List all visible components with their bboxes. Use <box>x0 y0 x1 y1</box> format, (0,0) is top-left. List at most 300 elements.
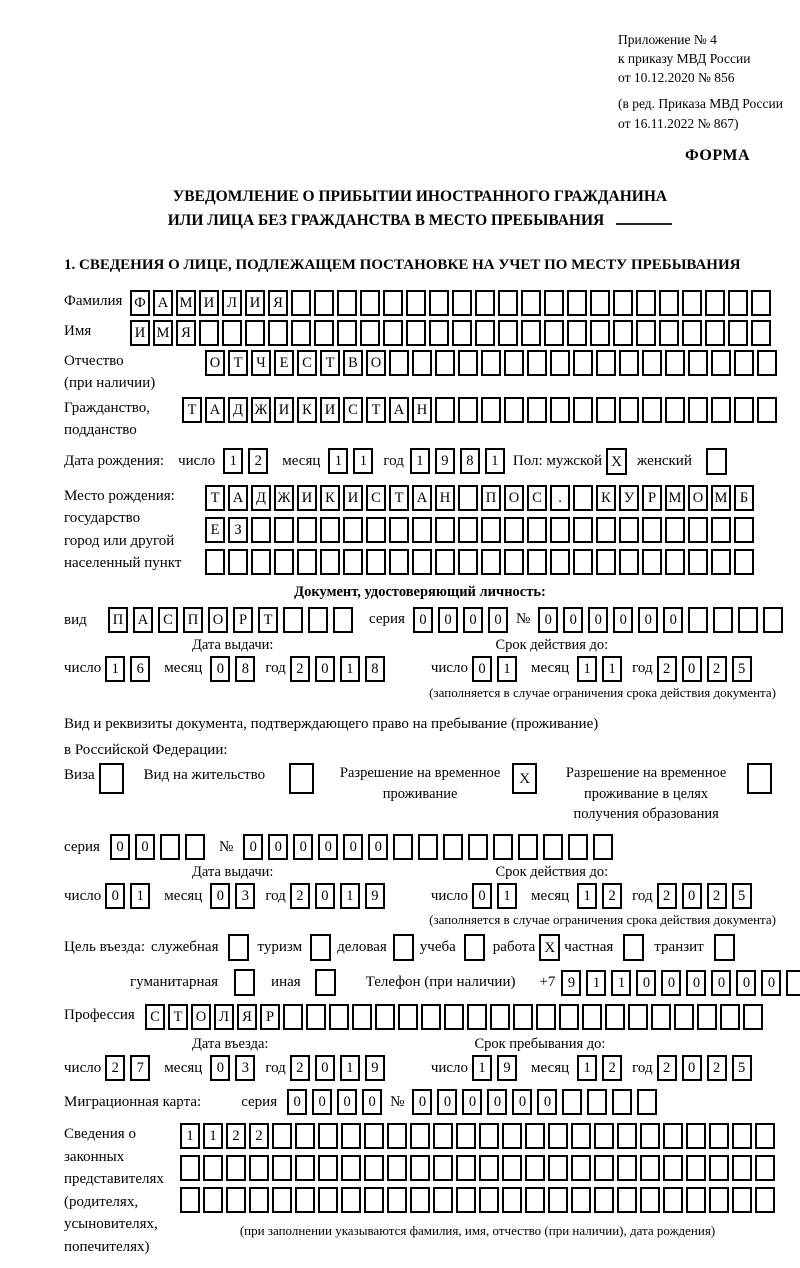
purpose-official-checkbox[interactable] <box>228 934 249 961</box>
form-cell[interactable] <box>688 350 708 376</box>
form-cell[interactable]: С <box>297 350 317 376</box>
form-cell[interactable] <box>659 320 679 346</box>
form-cell[interactable] <box>481 549 501 575</box>
form-cell[interactable]: 1 <box>353 448 373 474</box>
form-cell[interactable] <box>502 1187 522 1213</box>
form-cell[interactable] <box>651 1004 671 1030</box>
form-cell[interactable] <box>674 1004 694 1030</box>
form-cell[interactable] <box>619 517 639 543</box>
form-cell[interactable] <box>203 1155 223 1181</box>
form-cell[interactable] <box>763 607 783 633</box>
form-cell[interactable] <box>444 1004 464 1030</box>
temp-permit-checkbox[interactable]: X <box>512 763 537 794</box>
form-cell[interactable] <box>251 517 271 543</box>
form-cell[interactable]: 0 <box>437 1089 457 1115</box>
form-cell[interactable] <box>479 1187 499 1213</box>
form-cell[interactable]: 0 <box>661 970 681 996</box>
form-cell[interactable] <box>525 1123 545 1149</box>
form-cell[interactable] <box>291 290 311 316</box>
form-cell[interactable] <box>341 1187 361 1213</box>
form-cell[interactable] <box>619 549 639 575</box>
form-cell[interactable] <box>590 320 610 346</box>
form-cell[interactable] <box>732 1155 752 1181</box>
form-cell[interactable] <box>387 1123 407 1149</box>
form-cell[interactable] <box>786 970 800 996</box>
form-cell[interactable] <box>596 350 616 376</box>
form-cell[interactable] <box>490 1004 510 1030</box>
form-cell[interactable] <box>688 397 708 423</box>
form-cell[interactable] <box>751 320 771 346</box>
form-cell[interactable] <box>527 517 547 543</box>
form-cell[interactable]: 0 <box>472 656 492 682</box>
form-cell[interactable] <box>456 1155 476 1181</box>
form-cell[interactable] <box>364 1187 384 1213</box>
form-cell[interactable] <box>544 290 564 316</box>
form-cell[interactable] <box>364 1155 384 1181</box>
form-cell[interactable]: 0 <box>487 1089 507 1115</box>
form-cell[interactable] <box>567 320 587 346</box>
form-cell[interactable] <box>283 607 303 633</box>
form-cell[interactable]: Т <box>228 350 248 376</box>
form-cell[interactable]: 0 <box>362 1089 382 1115</box>
form-cell[interactable] <box>504 549 524 575</box>
form-cell[interactable] <box>525 1155 545 1181</box>
form-cell[interactable]: 0 <box>368 834 388 860</box>
form-cell[interactable]: С <box>527 485 547 511</box>
form-cell[interactable] <box>640 1123 660 1149</box>
form-cell[interactable] <box>205 549 225 575</box>
form-cell[interactable]: 2 <box>657 883 677 909</box>
form-cell[interactable]: 7 <box>130 1055 150 1081</box>
form-cell[interactable]: 1 <box>577 656 597 682</box>
form-cell[interactable] <box>389 517 409 543</box>
form-cell[interactable] <box>686 1155 706 1181</box>
form-cell[interactable] <box>637 1089 657 1115</box>
form-cell[interactable] <box>728 290 748 316</box>
purpose-work-checkbox[interactable]: X <box>539 934 560 961</box>
form-cell[interactable]: 2 <box>707 883 727 909</box>
form-cell[interactable]: 0 <box>412 1089 432 1115</box>
form-cell[interactable]: В <box>343 350 363 376</box>
form-cell[interactable] <box>594 1123 614 1149</box>
form-cell[interactable]: Т <box>258 607 278 633</box>
form-cell[interactable] <box>479 1155 499 1181</box>
form-cell[interactable]: 1 <box>577 1055 597 1081</box>
form-cell[interactable]: М <box>153 320 173 346</box>
form-cell[interactable]: Т <box>366 397 386 423</box>
form-cell[interactable] <box>502 1155 522 1181</box>
form-cell[interactable]: 2 <box>657 656 677 682</box>
form-cell[interactable] <box>433 1123 453 1149</box>
form-cell[interactable] <box>452 320 472 346</box>
form-cell[interactable] <box>709 1187 729 1213</box>
form-cell[interactable]: 8 <box>365 656 385 682</box>
form-cell[interactable]: 8 <box>460 448 480 474</box>
form-cell[interactable] <box>458 350 478 376</box>
form-cell[interactable] <box>433 1187 453 1213</box>
form-cell[interactable]: 2 <box>707 1055 727 1081</box>
form-cell[interactable]: О <box>205 350 225 376</box>
form-cell[interactable] <box>573 549 593 575</box>
form-cell[interactable]: Л <box>222 290 242 316</box>
form-cell[interactable] <box>613 320 633 346</box>
purpose-study-checkbox[interactable] <box>464 934 485 961</box>
form-cell[interactable]: И <box>274 397 294 423</box>
form-cell[interactable] <box>636 320 656 346</box>
form-cell[interactable]: 2 <box>105 1055 125 1081</box>
form-cell[interactable] <box>573 397 593 423</box>
form-cell[interactable]: 1 <box>577 883 597 909</box>
form-cell[interactable]: И <box>130 320 150 346</box>
form-cell[interactable] <box>527 549 547 575</box>
form-cell[interactable] <box>226 1187 246 1213</box>
form-cell[interactable]: С <box>343 397 363 423</box>
form-cell[interactable] <box>582 1004 602 1030</box>
form-cell[interactable]: Ж <box>251 397 271 423</box>
form-cell[interactable]: Б <box>734 485 754 511</box>
form-cell[interactable]: З <box>228 517 248 543</box>
form-cell[interactable] <box>412 350 432 376</box>
form-cell[interactable]: П <box>108 607 128 633</box>
form-cell[interactable] <box>711 549 731 575</box>
form-cell[interactable] <box>568 834 588 860</box>
form-cell[interactable] <box>228 549 248 575</box>
form-cell[interactable] <box>682 320 702 346</box>
form-cell[interactable] <box>663 1155 683 1181</box>
male-checkbox[interactable]: X <box>606 448 627 475</box>
form-cell[interactable] <box>456 1187 476 1213</box>
purpose-humanitarian-checkbox[interactable] <box>234 969 255 996</box>
form-cell[interactable] <box>249 1155 269 1181</box>
form-cell[interactable]: Р <box>233 607 253 633</box>
form-cell[interactable] <box>504 517 524 543</box>
form-cell[interactable] <box>527 350 547 376</box>
form-cell[interactable] <box>734 350 754 376</box>
form-cell[interactable]: И <box>320 397 340 423</box>
form-cell[interactable] <box>544 320 564 346</box>
form-cell[interactable] <box>513 1004 533 1030</box>
form-cell[interactable] <box>617 1187 637 1213</box>
form-cell[interactable]: 0 <box>287 1089 307 1115</box>
form-cell[interactable] <box>594 1187 614 1213</box>
form-cell[interactable]: 1 <box>203 1123 223 1149</box>
form-cell[interactable]: 9 <box>497 1055 517 1081</box>
form-cell[interactable]: 0 <box>736 970 756 996</box>
form-cell[interactable]: О <box>504 485 524 511</box>
form-cell[interactable] <box>435 397 455 423</box>
form-cell[interactable]: 1 <box>130 883 150 909</box>
form-cell[interactable]: 2 <box>602 883 622 909</box>
form-cell[interactable] <box>320 549 340 575</box>
form-cell[interactable]: 3 <box>235 883 255 909</box>
form-cell[interactable] <box>663 1123 683 1149</box>
form-cell[interactable] <box>596 549 616 575</box>
form-cell[interactable] <box>226 1155 246 1181</box>
form-cell[interactable]: 0 <box>315 1055 335 1081</box>
form-cell[interactable]: 0 <box>636 970 656 996</box>
form-cell[interactable]: 2 <box>707 656 727 682</box>
form-cell[interactable] <box>613 290 633 316</box>
form-cell[interactable]: Н <box>435 485 455 511</box>
form-cell[interactable] <box>389 350 409 376</box>
form-cell[interactable]: 0 <box>293 834 313 860</box>
form-cell[interactable]: 1 <box>410 448 430 474</box>
form-cell[interactable] <box>573 517 593 543</box>
form-cell[interactable]: 1 <box>586 970 606 996</box>
form-cell[interactable]: Т <box>389 485 409 511</box>
form-cell[interactable] <box>435 350 455 376</box>
form-cell[interactable] <box>481 397 501 423</box>
form-cell[interactable]: 1 <box>223 448 243 474</box>
form-cell[interactable] <box>429 320 449 346</box>
form-cell[interactable] <box>180 1187 200 1213</box>
form-cell[interactable] <box>743 1004 763 1030</box>
form-cell[interactable] <box>498 290 518 316</box>
form-cell[interactable]: П <box>481 485 501 511</box>
form-cell[interactable]: 9 <box>365 1055 385 1081</box>
form-cell[interactable] <box>272 1155 292 1181</box>
form-cell[interactable] <box>665 350 685 376</box>
form-cell[interactable] <box>458 397 478 423</box>
form-cell[interactable] <box>452 290 472 316</box>
form-cell[interactable]: 1 <box>611 970 631 996</box>
form-cell[interactable]: М <box>176 290 196 316</box>
form-cell[interactable]: О <box>191 1004 211 1030</box>
form-cell[interactable] <box>343 549 363 575</box>
form-cell[interactable] <box>571 1155 591 1181</box>
form-cell[interactable]: 0 <box>538 607 558 633</box>
form-cell[interactable] <box>458 549 478 575</box>
form-cell[interactable]: О <box>688 485 708 511</box>
form-cell[interactable] <box>468 834 488 860</box>
form-cell[interactable] <box>642 517 662 543</box>
form-cell[interactable]: . <box>550 485 570 511</box>
form-cell[interactable]: Н <box>412 397 432 423</box>
form-cell[interactable] <box>688 517 708 543</box>
form-cell[interactable] <box>429 290 449 316</box>
form-cell[interactable] <box>559 1004 579 1030</box>
form-cell[interactable] <box>642 397 662 423</box>
form-cell[interactable]: 0 <box>110 834 130 860</box>
form-cell[interactable] <box>573 485 593 511</box>
form-cell[interactable] <box>573 350 593 376</box>
form-cell[interactable] <box>711 517 731 543</box>
form-cell[interactable] <box>617 1123 637 1149</box>
purpose-tourism-checkbox[interactable] <box>310 934 331 961</box>
form-cell[interactable] <box>605 1004 625 1030</box>
form-cell[interactable] <box>571 1123 591 1149</box>
form-cell[interactable] <box>642 549 662 575</box>
form-cell[interactable] <box>550 350 570 376</box>
form-cell[interactable] <box>274 517 294 543</box>
form-cell[interactable] <box>337 290 357 316</box>
form-cell[interactable] <box>734 549 754 575</box>
form-cell[interactable]: Р <box>642 485 662 511</box>
form-cell[interactable]: 0 <box>711 970 731 996</box>
form-cell[interactable] <box>185 834 205 860</box>
form-cell[interactable]: 2 <box>657 1055 677 1081</box>
form-cell[interactable] <box>481 350 501 376</box>
form-cell[interactable] <box>665 517 685 543</box>
form-cell[interactable]: 2 <box>290 1055 310 1081</box>
edu-permit-checkbox[interactable] <box>747 763 772 794</box>
form-cell[interactable] <box>297 549 317 575</box>
form-cell[interactable]: А <box>412 485 432 511</box>
form-cell[interactable]: Ф <box>130 290 150 316</box>
form-cell[interactable] <box>518 834 538 860</box>
form-cell[interactable] <box>709 1123 729 1149</box>
form-cell[interactable] <box>617 1155 637 1181</box>
form-cell[interactable]: 1 <box>340 656 360 682</box>
form-cell[interactable] <box>308 607 328 633</box>
form-cell[interactable] <box>550 549 570 575</box>
form-cell[interactable]: 1 <box>105 656 125 682</box>
form-cell[interactable] <box>341 1155 361 1181</box>
form-cell[interactable] <box>705 320 725 346</box>
form-cell[interactable]: 0 <box>210 1055 230 1081</box>
form-cell[interactable] <box>502 1123 522 1149</box>
form-cell[interactable] <box>222 320 242 346</box>
visa-checkbox[interactable] <box>99 763 124 794</box>
residence-permit-checkbox[interactable] <box>289 763 314 794</box>
form-cell[interactable] <box>435 549 455 575</box>
form-cell[interactable]: Д <box>251 485 271 511</box>
form-cell[interactable] <box>636 290 656 316</box>
form-cell[interactable]: А <box>389 397 409 423</box>
form-cell[interactable] <box>594 1155 614 1181</box>
form-cell[interactable]: К <box>297 397 317 423</box>
form-cell[interactable] <box>663 1187 683 1213</box>
form-cell[interactable] <box>295 1187 315 1213</box>
form-cell[interactable]: О <box>366 350 386 376</box>
form-cell[interactable] <box>504 397 524 423</box>
form-cell[interactable] <box>318 1187 338 1213</box>
form-cell[interactable] <box>697 1004 717 1030</box>
form-cell[interactable]: 0 <box>463 607 483 633</box>
form-cell[interactable]: 9 <box>561 970 581 996</box>
form-cell[interactable] <box>272 1123 292 1149</box>
form-cell[interactable] <box>757 397 777 423</box>
form-cell[interactable]: 0 <box>638 607 658 633</box>
form-cell[interactable] <box>713 607 733 633</box>
form-cell[interactable] <box>755 1187 775 1213</box>
form-cell[interactable] <box>596 397 616 423</box>
form-cell[interactable] <box>329 1004 349 1030</box>
form-cell[interactable] <box>734 517 754 543</box>
form-cell[interactable]: 0 <box>105 883 125 909</box>
form-cell[interactable] <box>734 397 754 423</box>
form-cell[interactable] <box>755 1123 775 1149</box>
form-cell[interactable]: 2 <box>290 656 310 682</box>
form-cell[interactable]: 0 <box>135 834 155 860</box>
form-cell[interactable]: Л <box>214 1004 234 1030</box>
form-cell[interactable] <box>755 1155 775 1181</box>
form-cell[interactable] <box>297 517 317 543</box>
form-cell[interactable] <box>711 350 731 376</box>
form-cell[interactable]: И <box>199 290 219 316</box>
form-cell[interactable] <box>387 1187 407 1213</box>
form-cell[interactable]: 1 <box>497 656 517 682</box>
form-cell[interactable] <box>295 1123 315 1149</box>
form-cell[interactable]: 0 <box>761 970 781 996</box>
purpose-other-checkbox[interactable] <box>315 969 336 996</box>
form-cell[interactable]: 6 <box>130 656 150 682</box>
form-cell[interactable]: 0 <box>563 607 583 633</box>
form-cell[interactable]: П <box>183 607 203 633</box>
form-cell[interactable]: 2 <box>248 448 268 474</box>
form-cell[interactable] <box>458 485 478 511</box>
form-cell[interactable]: Т <box>205 485 225 511</box>
form-cell[interactable]: 0 <box>315 883 335 909</box>
form-cell[interactable] <box>686 1187 706 1213</box>
form-cell[interactable] <box>306 1004 326 1030</box>
form-cell[interactable]: К <box>596 485 616 511</box>
form-cell[interactable]: 0 <box>243 834 263 860</box>
form-cell[interactable] <box>732 1123 752 1149</box>
form-cell[interactable]: О <box>208 607 228 633</box>
form-cell[interactable] <box>418 834 438 860</box>
form-cell[interactable] <box>665 397 685 423</box>
form-cell[interactable] <box>314 290 334 316</box>
form-cell[interactable] <box>550 397 570 423</box>
form-cell[interactable] <box>320 517 340 543</box>
form-cell[interactable] <box>562 1089 582 1115</box>
form-cell[interactable] <box>593 834 613 860</box>
form-cell[interactable] <box>732 1187 752 1213</box>
form-cell[interactable] <box>383 320 403 346</box>
form-cell[interactable] <box>318 1155 338 1181</box>
form-cell[interactable] <box>665 549 685 575</box>
form-cell[interactable] <box>587 1089 607 1115</box>
form-cell[interactable]: 0 <box>343 834 363 860</box>
form-cell[interactable]: 0 <box>438 607 458 633</box>
form-cell[interactable] <box>456 1123 476 1149</box>
form-cell[interactable]: 0 <box>613 607 633 633</box>
form-cell[interactable] <box>475 290 495 316</box>
form-cell[interactable] <box>180 1155 200 1181</box>
form-cell[interactable]: 0 <box>318 834 338 860</box>
form-cell[interactable] <box>711 397 731 423</box>
form-cell[interactable]: Д <box>228 397 248 423</box>
form-cell[interactable]: 1 <box>497 883 517 909</box>
form-cell[interactable] <box>398 1004 418 1030</box>
form-cell[interactable] <box>498 320 518 346</box>
form-cell[interactable]: С <box>366 485 386 511</box>
form-cell[interactable] <box>567 290 587 316</box>
form-cell[interactable] <box>628 1004 648 1030</box>
form-cell[interactable]: 2 <box>226 1123 246 1149</box>
form-cell[interactable]: 0 <box>312 1089 332 1115</box>
purpose-transit-checkbox[interactable] <box>714 934 735 961</box>
form-cell[interactable]: 0 <box>512 1089 532 1115</box>
form-cell[interactable] <box>686 1123 706 1149</box>
form-cell[interactable]: 0 <box>210 883 230 909</box>
form-cell[interactable] <box>199 320 219 346</box>
form-cell[interactable]: 0 <box>686 970 706 996</box>
form-cell[interactable]: С <box>158 607 178 633</box>
form-cell[interactable] <box>295 1155 315 1181</box>
form-cell[interactable]: 0 <box>315 656 335 682</box>
form-cell[interactable] <box>481 517 501 543</box>
form-cell[interactable] <box>360 320 380 346</box>
form-cell[interactable] <box>410 1155 430 1181</box>
form-cell[interactable] <box>527 397 547 423</box>
form-cell[interactable]: 0 <box>337 1089 357 1115</box>
form-cell[interactable]: Ж <box>274 485 294 511</box>
form-cell[interactable]: 0 <box>537 1089 557 1115</box>
form-cell[interactable] <box>493 834 513 860</box>
form-cell[interactable] <box>352 1004 372 1030</box>
